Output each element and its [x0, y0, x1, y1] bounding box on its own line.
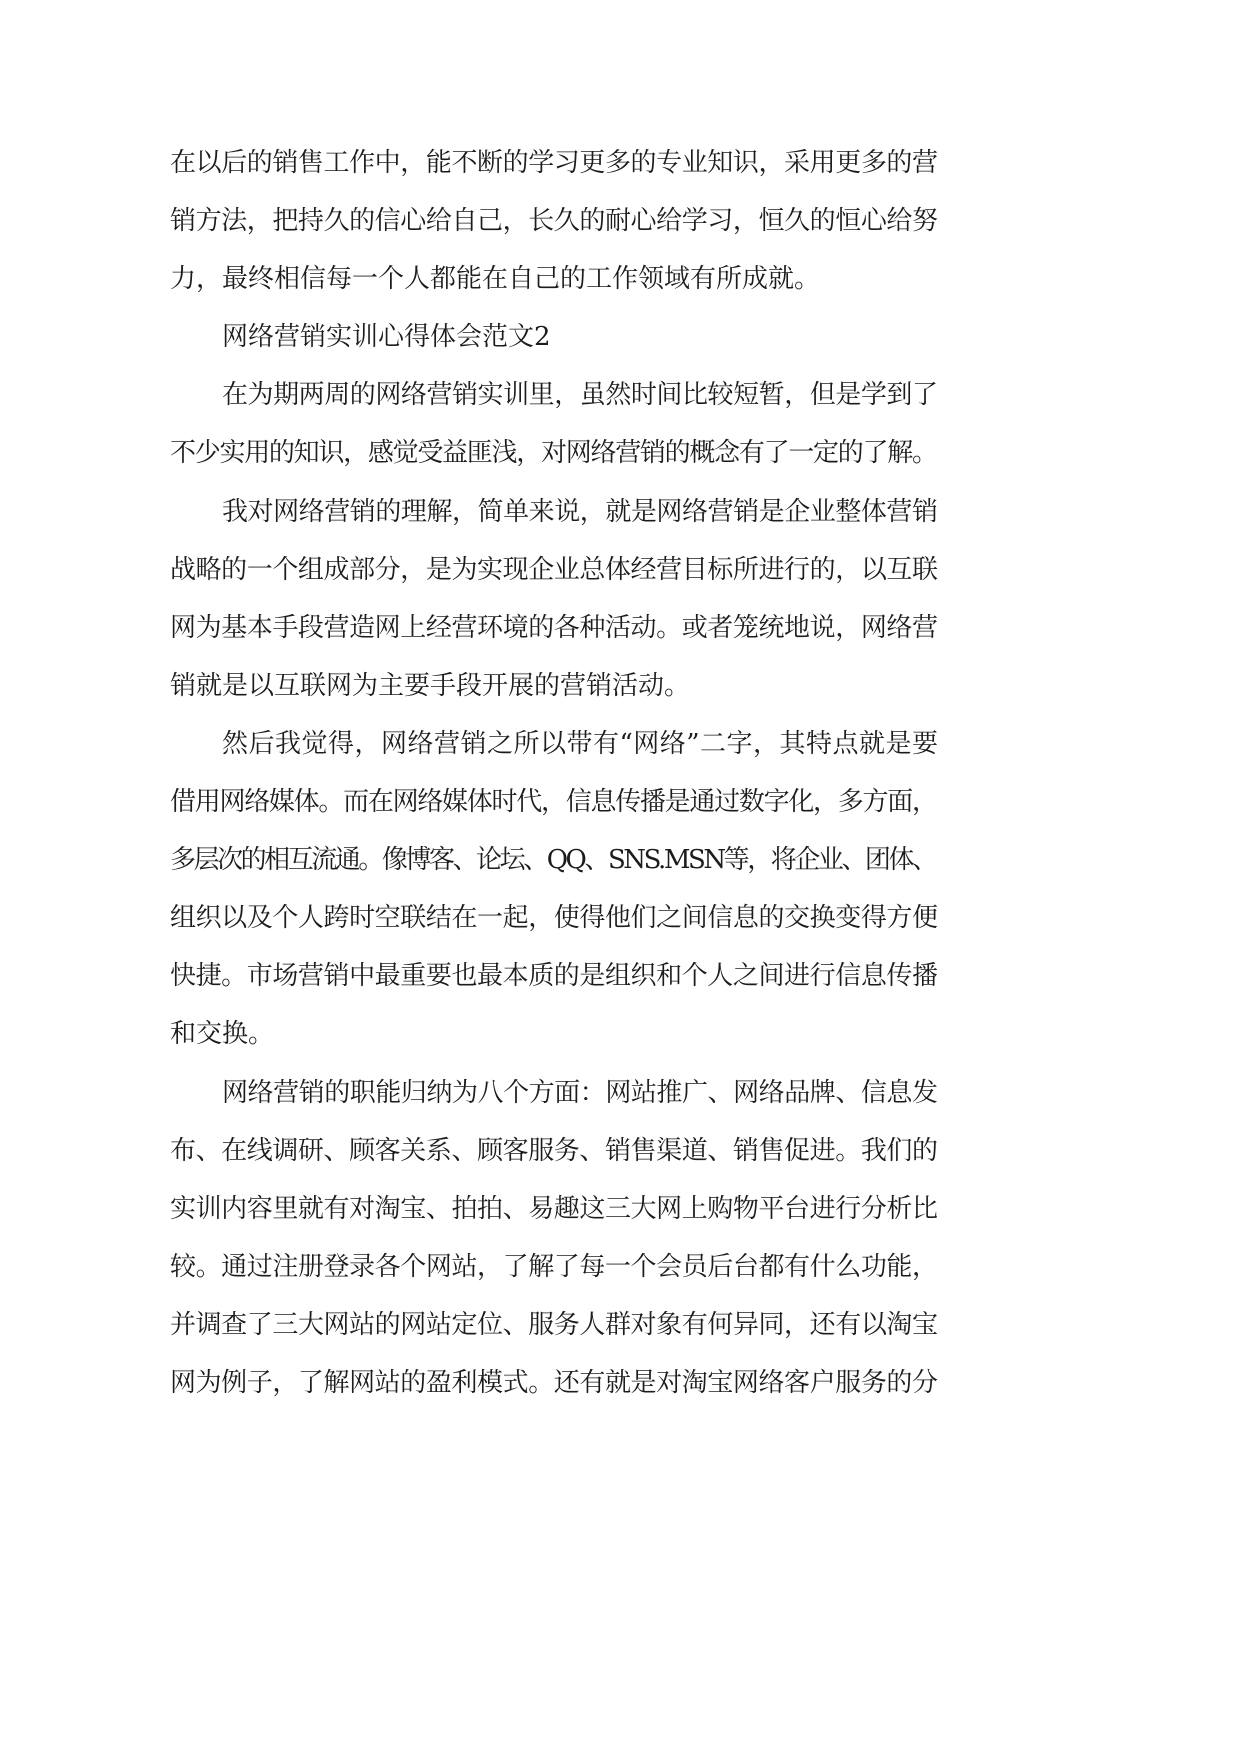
text-line — [170, 1005, 938, 1063]
line-text: 网络营销的职能归纳为八个方面：网站推广、网络品牌、信息发 — [222, 1077, 938, 1108]
line-text: 和交换。 — [170, 1019, 275, 1050]
line-text: 在为期两周的网络营销实训里，虽然时间比较短暂，但是学到了 — [222, 380, 938, 411]
text-line — [170, 773, 938, 831]
line-text: 多层次的相互流通。像博客、论坛、QQ、SNS.MSN等，将企业、团体、 — [170, 845, 936, 876]
line-text: 布、在线调研、顾客关系、顾客服务、销售渠道、销售促进。我们的 — [170, 1135, 938, 1166]
paragraph — [170, 483, 938, 715]
line-text: 快捷。市场营销中最重要也最本质的是组织和个人之间进行信息传播 — [170, 961, 938, 992]
text-line — [170, 541, 938, 599]
heading-line — [170, 308, 938, 366]
paragraph — [170, 715, 938, 1064]
line-text: 我对网络营销的理解，简单来说，就是网络营销是企业整体营销 — [222, 496, 938, 527]
line-text: 战略的一个组成部分，是为实现企业总体经营目标所进行的，以互联 — [170, 554, 938, 585]
line-text: 较。通过注册登录各个网站，了解了每一个会员后台都有什么功能， — [170, 1251, 938, 1282]
text-line — [170, 1354, 938, 1412]
text-line — [170, 889, 938, 947]
text-line — [170, 134, 938, 192]
line-text: 力，最终相信每一个人都能在自己的工作领域有所成就。 — [170, 264, 821, 295]
text-line — [170, 192, 938, 250]
line-text: 在以后的销售工作中，能不断的学习更多的专业知识，采用更多的营 — [170, 148, 938, 178]
line-text: 网为基本手段营造网上经营环境的各种活动。或者笼统地说，网络营 — [170, 612, 938, 643]
line-text: 然后我觉得，网络营销之所以带有“网络”二字，其特点就是要 — [222, 728, 939, 759]
section-heading — [170, 308, 938, 366]
text-line — [170, 599, 938, 657]
line-text: 借用网络媒体。而在网络媒体时代，信息传播是通过数字化，多方面， — [170, 787, 937, 818]
text-line — [170, 1296, 938, 1354]
text-line — [170, 250, 938, 308]
line-text: 不少实用的知识，感觉受益匪浅，对网络营销的概念有了一定的了解。 — [170, 438, 937, 469]
paragraph — [170, 134, 938, 308]
text-line — [170, 424, 938, 482]
text-line — [170, 366, 938, 424]
document-body — [170, 134, 938, 1412]
paragraph — [170, 366, 938, 482]
text-line — [170, 947, 938, 1005]
text-line — [170, 831, 938, 889]
text-line — [170, 1064, 938, 1122]
heading-text: 网络营销实训心得体会范文2 — [222, 322, 551, 353]
paragraph — [170, 1064, 938, 1413]
line-text: 销方法，把持久的信心给自己，长久的耐心给学习，恒久的恒心给努 — [170, 206, 938, 237]
line-text: 并调查了三大网站的网站定位、服务人群对象有何异同，还有以淘宝 — [170, 1309, 938, 1340]
text-line — [170, 657, 938, 715]
line-text: 实训内容里就有对淘宝、拍拍、易趣这三大网上购物平台进行分析比 — [170, 1193, 938, 1224]
line-text: 销就是以互联网为主要手段开展的营销活动。 — [170, 670, 691, 701]
text-line — [170, 715, 938, 773]
line-text: 网为例子，了解网站的盈利模式。还有就是对淘宝网络客户服务的分 — [170, 1367, 938, 1398]
text-line — [170, 1122, 938, 1180]
text-line — [170, 1180, 938, 1238]
line-text: 组织以及个人跨时空联结在一起，使得他们之间信息的交换变得方便 — [170, 903, 938, 934]
text-line — [170, 483, 938, 541]
text-line — [170, 1238, 938, 1296]
